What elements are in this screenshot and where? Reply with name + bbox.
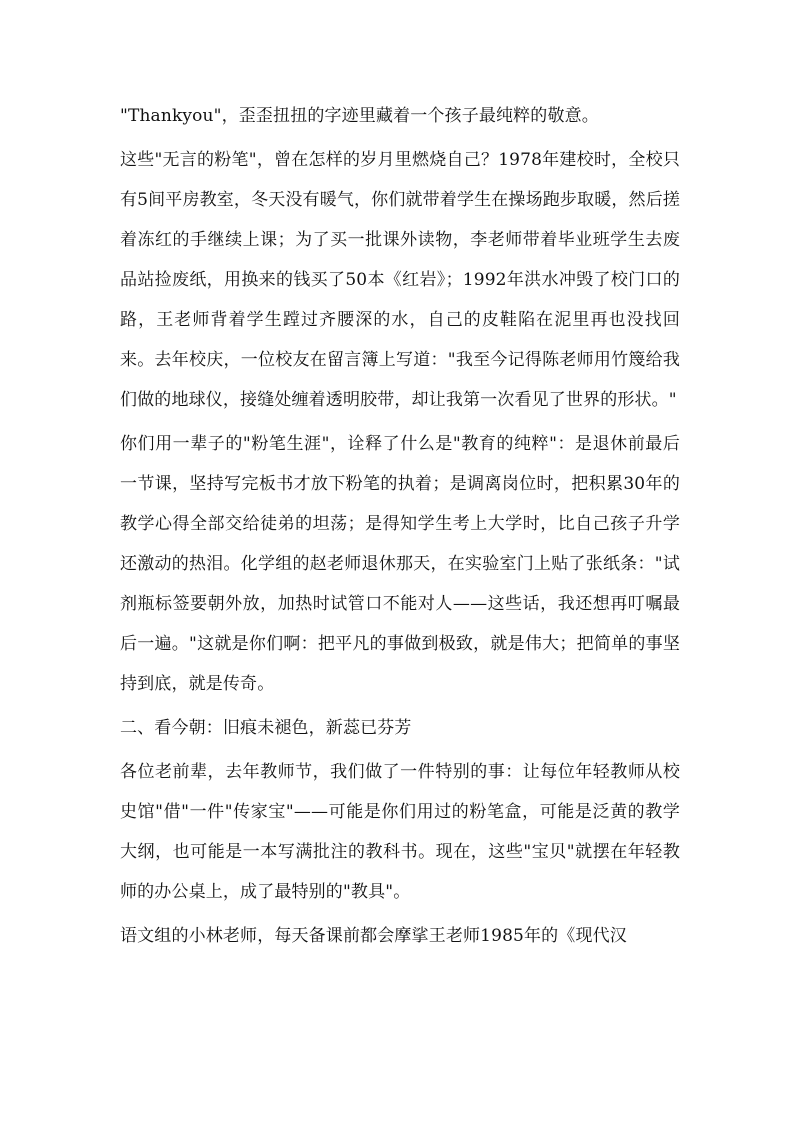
paragraph-chalk-career: 你们用一辈子的"粉笔生涯"，诠释了什么是"教育的纯粹"：是退休前最后一节课，坚持写完板书才放下粉笔的执着；是调离岗位时，把积累30年的教学心得全部交给徒弟的坦荡；是得知学生考上大学时，比自己孩子升学还激动的热泪。化学组的赵老师退休那天，在实验室门上贴了张纸条："试剂瓶标签要朝外放，加热时试管口不能对人——这些话，我还想再叮嘱最后一遍。"这就是你们啊：把平凡的事做到极致，就是伟大；把简单的事坚持到底，就是传奇。	[120, 434, 680, 694]
paragraph-thankyou: "Thankyou"，歪歪扭扭的字迹里藏着一个孩子最纯粹的敬意。	[120, 106, 599, 126]
paragraph-teachers-day: 各位老前辈，去年教师节，我们做了一件特别的事：让每位年轻教师从校史馆"借"一件"传家宝"——可能是你们用过的粉笔盒，可能是泛黄的教学大纲，也可能是一本写满批注的教科书。现在，这些"宝贝"就摆在年轻教师的办公桌上，成了最特别的"教具"。	[120, 762, 680, 902]
paragraph-silent-chalk: 这些"无言的粉笔"，曾在怎样的岁月里燃烧自己？1978年建校时，全校只有5间平房教室，冬天没有暖气，你们就带着学生在操场跑步取暖，然后搓着冻红的手继续上课；为了买一批课外读物，李老师带着毕业班学生去废品站捡废纸，用换来的钱买了50本《红岩》；1992年洪水冲毁了校门口的路，王老师背着学生蹚过齐腰深的水，自己的皮鞋陷在泥里再也没找回来。去年校庆，一位校友在留言簿上写道："我至今记得陈老师用竹篾给我们做的地球仪，接缝处缠着透明胶带，却让我第一次看见了世界的形状。"	[120, 150, 680, 410]
document-body	[120, 96, 680, 956]
section-heading-today: 二、看今朝：旧痕未褪色，新蕊已芬芳	[120, 718, 412, 738]
paragraph-xiaolin: 语文组的小林老师，每天备课前都会摩挲王老师1985年的《现代汉	[120, 926, 627, 946]
